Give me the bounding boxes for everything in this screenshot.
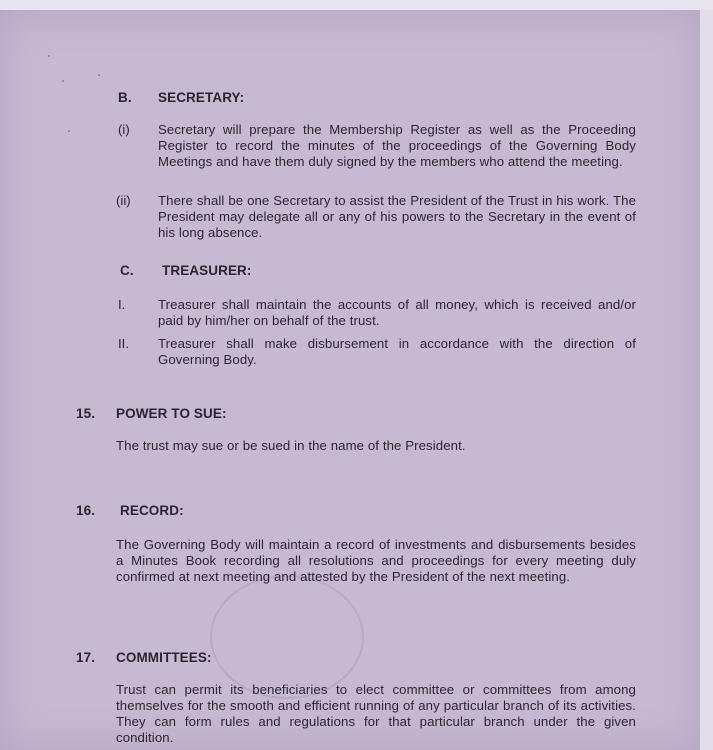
- scan-speck: [62, 80, 64, 82]
- section-15-text: The trust may sue or be sued in the name of the President.: [116, 438, 466, 453]
- section-17-text: Trust can permit its beneficiaries to elect committee or committees from among themselves for the smooth and efficient running of any particular branch of its activities. They can form rules and regulations for that particular branch under the given condition.: [116, 682, 636, 745]
- treasurer-item-1: Treasurer shall maintain the accounts of all money, which is received and/or paid by him/her on behalf of the trust.: [158, 297, 636, 328]
- section-number-16: 16.: [76, 503, 96, 518]
- section-title-power-to-sue: POWER TO SUE:: [116, 406, 227, 421]
- faded-seal: [210, 575, 364, 699]
- treasurer-item-2: Treasurer shall make disbursement in accordance with the direction of Governing Body.: [158, 336, 636, 367]
- section-number-17: 17.: [76, 650, 96, 665]
- item-marker: I.: [118, 297, 126, 312]
- section-title-treasurer: TREASURER:: [162, 263, 252, 278]
- section-number-15: 15.: [76, 406, 96, 421]
- section-title-committees: COMMITTEES:: [116, 650, 212, 665]
- scan-speck: [48, 55, 50, 57]
- section-letter-c: C.: [120, 263, 134, 278]
- section-letter-b: B.: [118, 90, 132, 105]
- section-16-text: The Governing Body will maintain a record of investments and disbursements besides a Minutes Book recording all resolutions and proceedings for every meeting duly confirmed at next meeting and attested by the President of the next meeting.: [116, 537, 636, 584]
- item-marker: (i): [118, 122, 130, 137]
- section-title-record: RECORD:: [120, 503, 184, 518]
- scan-speck: [98, 74, 100, 76]
- section-title-secretary: SECRETARY:: [158, 90, 245, 105]
- item-marker: (ii): [116, 193, 131, 208]
- item-marker: II.: [118, 336, 129, 351]
- scan-top-strip: [0, 0, 713, 10]
- scan-speck: [68, 130, 70, 132]
- secretary-item-1: Secretary will prepare the Membership Register as well as the Proceeding Register to record the minutes of the proceedings of the Governing Body Meetings and have them duly signed by the members who attend the meeting.: [158, 122, 636, 169]
- secretary-item-2: There shall be one Secretary to assist the President of the Trust in his work. The President may delegate all or any of his powers to the Secretary in the event of his long absence.: [158, 193, 636, 240]
- scan-right-edge: [700, 10, 713, 750]
